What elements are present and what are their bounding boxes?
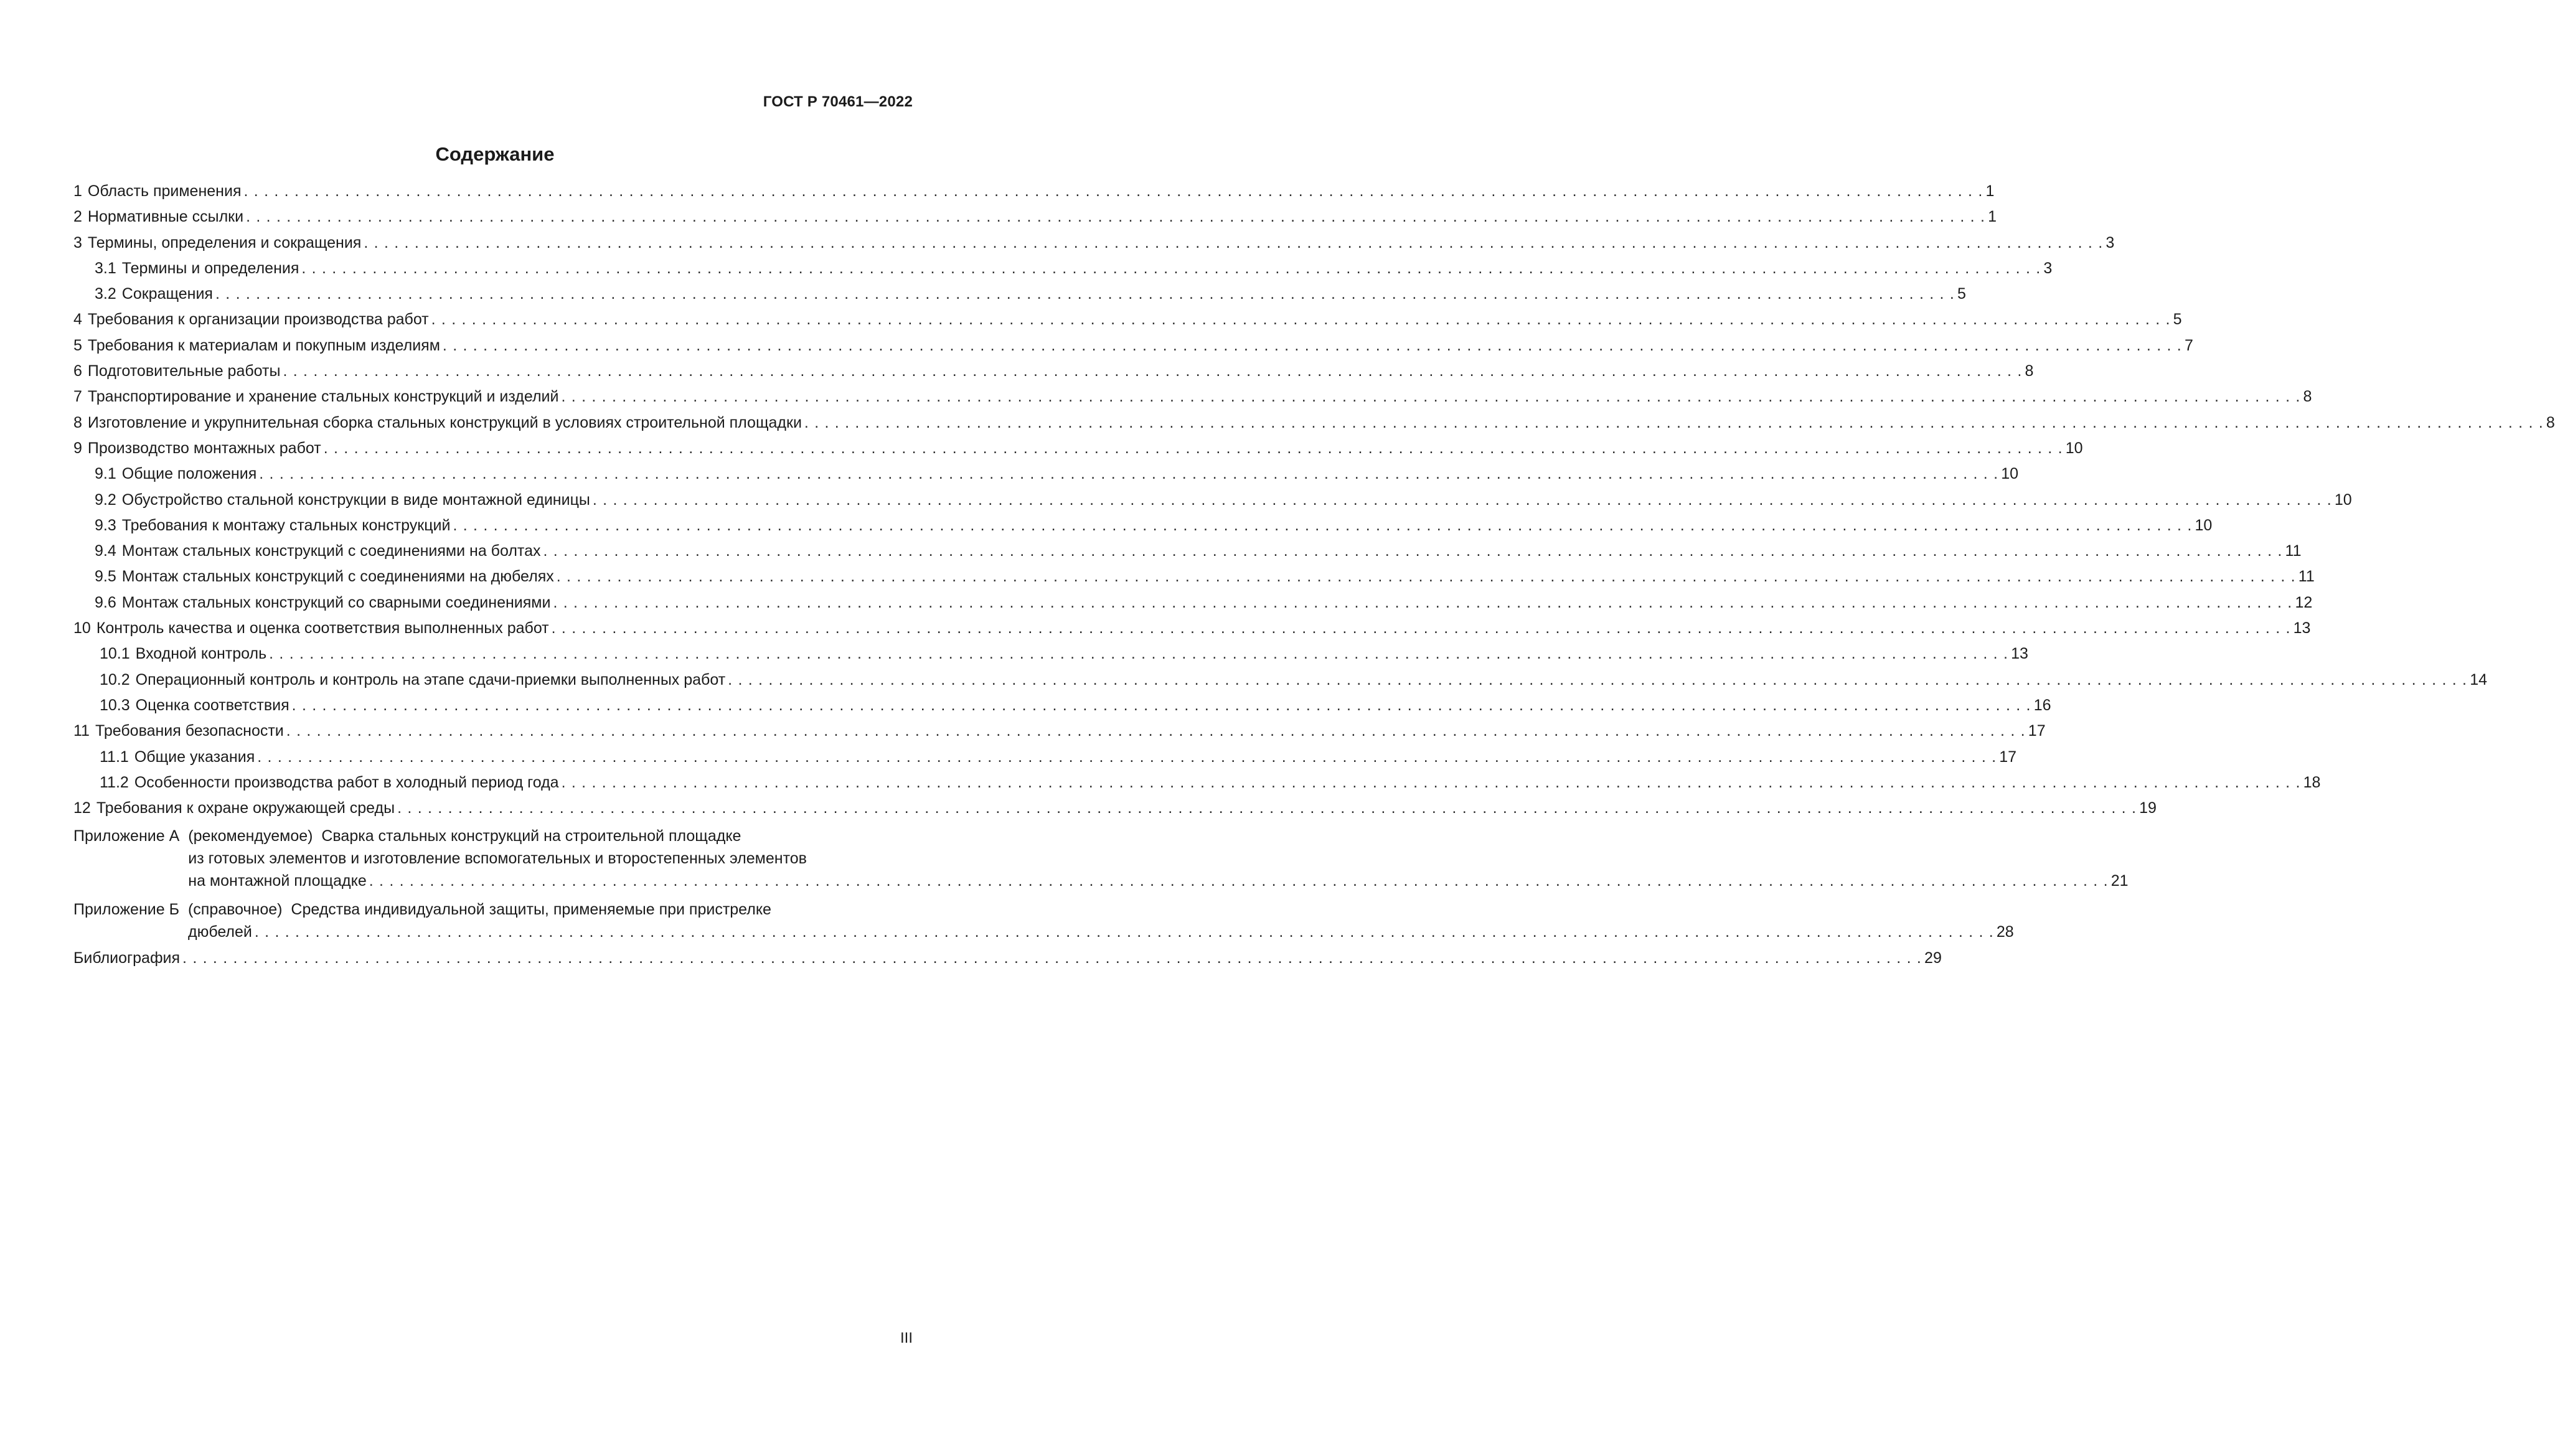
toc-entry[interactable] (73, 567, 2315, 593)
toc-entry[interactable] (73, 439, 2083, 464)
annex-title-line: дюбелей (187, 923, 252, 941)
toc-page-number: 13 (2011, 645, 2028, 663)
toc-entry-text: Подготовительные работы (87, 362, 281, 380)
toc-page-number: 14 (2470, 670, 2487, 688)
toc-page-number: 8 (2546, 413, 2555, 431)
toc-entry-number: 1 (73, 182, 82, 200)
toc-entry[interactable] (73, 491, 2352, 516)
toc-entry-text: Обустройство стальной конструкции в виде монтажной единицы (121, 491, 590, 509)
toc-entry-text: Нормативные ссылки (87, 208, 244, 226)
dot-leader (453, 516, 2192, 535)
toc-entry-number: 10.3 (100, 696, 130, 714)
dot-leader (552, 619, 2291, 637)
toc-page-number: 10 (2195, 516, 2213, 534)
toc-page-number: 8 (2303, 388, 2312, 406)
toc-entry-number: 9.4 (95, 542, 116, 560)
table-of-contents (73, 182, 2555, 975)
dot-leader (269, 644, 2008, 663)
toc-entry[interactable] (73, 748, 2017, 773)
toc-entry-text: Производство монтажных работ (87, 439, 321, 457)
toc-entry[interactable] (73, 670, 2487, 696)
dot-leader (562, 773, 2301, 792)
dot-leader (243, 182, 1983, 200)
toc-entry-text: Монтаж стальных конструкций со сварными соединениями (121, 593, 551, 611)
dot-leader (397, 799, 2137, 817)
toc-annex-b[interactable] (73, 900, 2014, 945)
toc-entry-number: 9.5 (95, 568, 116, 586)
toc-page-number: 7 (2184, 336, 2193, 354)
toc-entry-text: Операционный контроль и контроль на этапе сдачи-приемки выполненных работ (135, 670, 726, 688)
toc-page-number: 5 (1957, 285, 1966, 303)
annex-title-line: Сварка стальных конструкций на строительной площадке (321, 827, 741, 845)
toc-entry[interactable] (73, 593, 2313, 619)
toc-page-number: 29 (1924, 949, 1942, 967)
toc-page-number: 10 (2065, 439, 2083, 457)
dot-leader (728, 670, 2467, 689)
toc-page-number: 28 (1996, 923, 2014, 941)
toc-page-number: 18 (2303, 773, 2321, 791)
toc-entry-text: Требования к материалам и покупным изделиям (87, 336, 440, 354)
toc-entry-number: 10 (73, 619, 91, 637)
dot-leader (259, 464, 1998, 483)
dot-leader (215, 284, 1955, 303)
toc-entry-number: 10.1 (100, 645, 130, 663)
toc-entry[interactable] (73, 644, 2028, 670)
dot-leader (255, 923, 1994, 941)
toc-entry[interactable] (73, 413, 2555, 439)
toc-entry[interactable] (73, 284, 1966, 310)
toc-entry-text: Библиография (73, 949, 181, 967)
toc-entry-text: Входной контроль (135, 645, 267, 663)
toc-entry-text: Сокращения (121, 285, 213, 303)
annex-title-line: на монтажной площадке (188, 872, 367, 890)
annex-label: Приложение А (73, 827, 180, 845)
toc-page-number: 10 (2334, 491, 2352, 509)
toc-entry-number: 6 (73, 362, 82, 380)
annex-type: (справочное) (187, 901, 283, 919)
toc-page-number: 21 (2110, 872, 2129, 890)
toc-entry[interactable] (73, 619, 2311, 644)
toc-entry-text: Оценка соответствия (135, 696, 289, 714)
toc-entry-text: Термины, определения и сокращения (87, 233, 362, 251)
toc-entry-bibliography[interactable] (73, 949, 1942, 974)
toc-entry[interactable] (73, 799, 2157, 824)
toc-entry[interactable] (73, 182, 1995, 207)
toc-entry-text: Изготовление и укрупнительная сборка стальных конструкций в условиях строительной площадки (87, 413, 802, 431)
toc-entry[interactable] (73, 387, 2312, 413)
toc-entry-number: 11.1 (100, 748, 129, 766)
dot-leader (257, 748, 1997, 766)
page-number: III (900, 1330, 913, 1346)
toc-entry-text: Особенности производства работ в холодный период года (134, 773, 559, 791)
toc-entry-text: Требования к монтажу стальных конструкций (121, 516, 451, 534)
toc-entry[interactable] (73, 310, 2182, 336)
toc-entry-text: Контроль качества и оценка соответствия выполненных работ (96, 619, 549, 637)
dot-leader (443, 336, 2182, 355)
dot-leader (804, 413, 2544, 432)
annex-body (188, 827, 2128, 894)
toc-page-number: 8 (2025, 362, 2034, 380)
toc-page-number: 11 (2298, 568, 2315, 586)
dot-leader (557, 567, 2296, 586)
toc-entry-text: Общие положения (121, 465, 257, 483)
toc-entry-number: 7 (73, 388, 82, 406)
toc-page-number: 17 (2028, 722, 2046, 740)
dot-leader (324, 439, 2063, 458)
toc-entry[interactable] (73, 516, 2213, 542)
toc-entry-text: Монтаж стальных конструкций с соединениями на дюбелях (121, 568, 554, 586)
toc-page-number: 3 (2043, 259, 2053, 277)
annex-body (188, 900, 2014, 945)
toc-entry-number: 3 (73, 233, 82, 251)
toc-entry-number: 5 (73, 336, 82, 354)
toc-entry-number: 2 (73, 208, 82, 226)
toc-entry-number: 9.2 (95, 491, 116, 509)
dot-leader (182, 949, 1922, 967)
toc-entry-text: Требования безопасности (95, 722, 284, 740)
toc-entry-text: Требования к охране окружающей среды (96, 799, 395, 817)
toc-entry[interactable] (73, 336, 2193, 362)
toc-page-number: 11 (2285, 542, 2302, 560)
toc-entry-number: 9.1 (95, 465, 116, 483)
dot-leader (431, 310, 2171, 329)
toc-entry-text: Транспортирование и хранение стальных конструкций и изделий (87, 388, 559, 406)
dot-leader (562, 387, 2301, 406)
toc-page-number: 10 (2001, 465, 2019, 483)
toc-entry-text: Термины и определения (121, 259, 299, 277)
toc-entry[interactable] (73, 542, 2302, 567)
dot-leader (286, 721, 2026, 740)
dot-leader (246, 207, 1985, 226)
dot-leader (364, 233, 2103, 252)
document-code: ГОСТ Р 70461—2022 (763, 93, 913, 110)
toc-entry-number: 8 (73, 413, 82, 431)
toc-entry-number: 9.3 (95, 516, 116, 534)
toc-entry[interactable] (73, 721, 2046, 747)
annex-title-line: Средства индивидуальной защиты, применяемые при пристрелке (291, 901, 771, 919)
toc-entry-number: 9.6 (95, 593, 116, 611)
toc-entries (73, 182, 2555, 824)
dot-leader (292, 696, 2031, 715)
annex-type: (рекомендуемое) (188, 827, 313, 845)
toc-page-number: 17 (1999, 748, 2017, 766)
toc-entry-text: Область применения (87, 182, 242, 200)
toc-entry-number: 9 (73, 439, 82, 457)
toc-page-number: 13 (2293, 619, 2311, 637)
toc-page-number: 16 (2033, 696, 2051, 714)
toc-entry[interactable] (73, 233, 2115, 259)
toc-annex-a[interactable] (73, 827, 2129, 894)
toc-page-number: 1 (1985, 182, 1995, 200)
toc-entry-number: 4 (73, 311, 82, 329)
dot-leader (301, 259, 2041, 278)
dot-leader (543, 542, 2283, 560)
toc-entry[interactable] (73, 207, 1997, 233)
toc-entry-number: 3.1 (95, 259, 116, 277)
toc-entry-number: 11 (73, 722, 90, 740)
toc-page-number: 3 (2106, 233, 2115, 251)
toc-entry-text: Общие указания (134, 748, 255, 766)
dot-leader (593, 491, 2332, 509)
toc-entry[interactable] (73, 696, 2051, 721)
toc-entry-text: Монтаж стальных конструкций с соединениями на болтах (121, 542, 541, 560)
dot-leader (553, 593, 2292, 612)
page-title: Содержание (435, 143, 555, 165)
toc-entry[interactable] (73, 773, 2321, 799)
toc-page-number: 1 (1988, 208, 1997, 226)
toc-page-number: 12 (2295, 593, 2313, 611)
toc-entry-number: 12 (73, 799, 91, 817)
dot-leader (283, 362, 2022, 380)
toc-entry-number: 3.2 (95, 285, 116, 303)
toc-entry-text: Требования к организации производства работ (87, 311, 429, 329)
toc-entry[interactable] (73, 362, 2034, 387)
toc-page-number: 5 (2173, 311, 2182, 329)
toc-entry[interactable] (73, 464, 2019, 490)
toc-page-number: 19 (2139, 799, 2157, 817)
toc-entry[interactable] (73, 259, 2053, 284)
toc-entry-number: 11.2 (100, 773, 129, 791)
dot-leader (369, 871, 2109, 890)
toc-entry-number: 10.2 (100, 670, 130, 688)
annex-label: Приложение Б (73, 901, 179, 919)
annex-title-line: из готовых элементов и изготовление вспомогательных и второстепенных элементов (188, 850, 807, 868)
